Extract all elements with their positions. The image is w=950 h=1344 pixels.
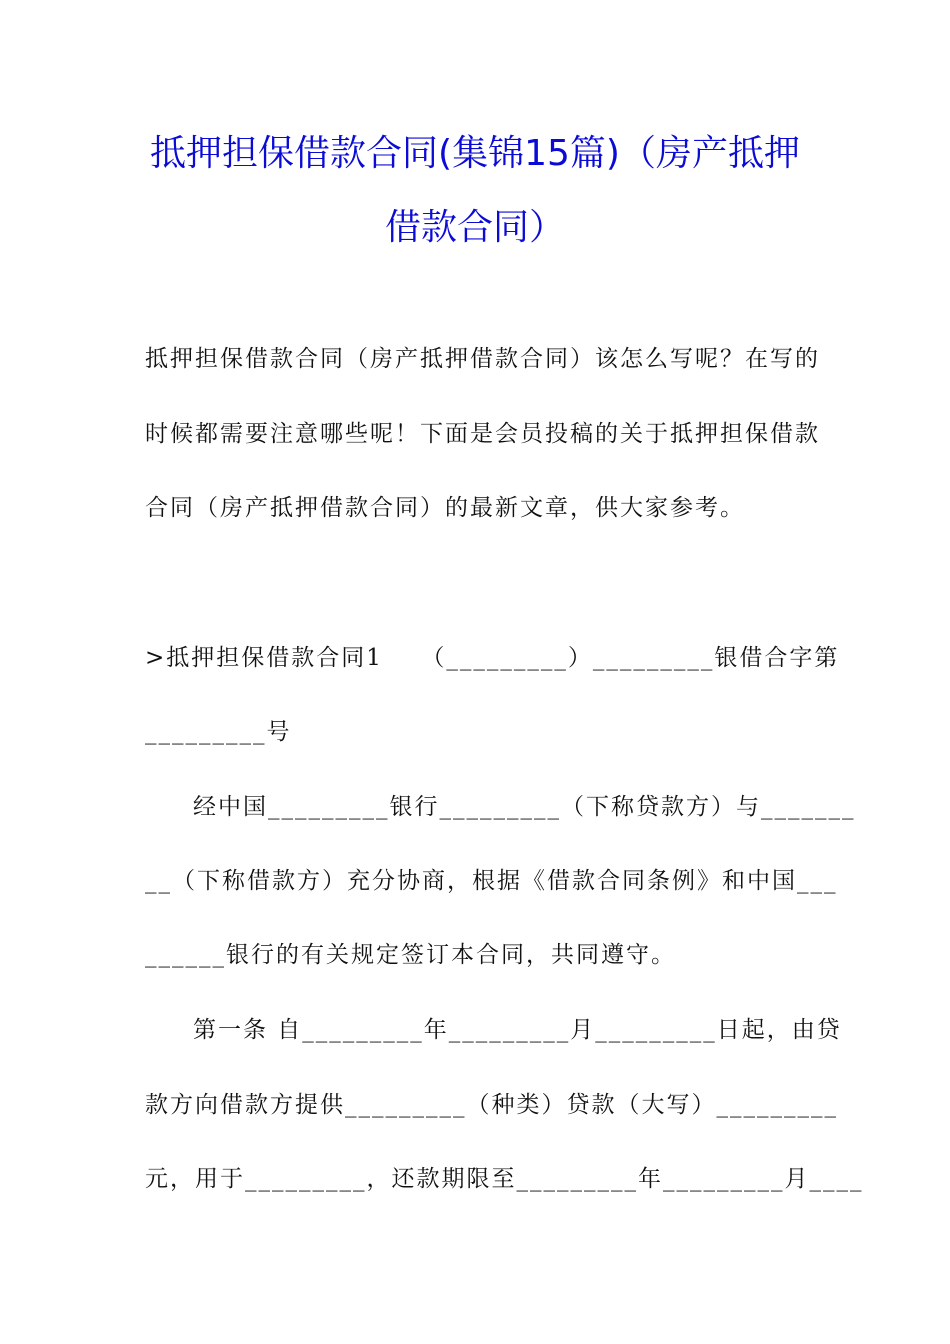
intro-line-3: 合同（房产抵押借款合同）的最新文章，供大家参考。: [145, 495, 745, 521]
paragraph-2-line-3: 元，用于_________，还款期限至_________年_________月____: [145, 1166, 864, 1192]
paragraph-1-line-1: 经中国_________银行_________（下称贷款方）与_______: [193, 794, 856, 820]
paragraph-1-line-2: __（下称借款方）充分协商，根据《借款合同条例》和中国___: [145, 868, 838, 894]
contract-heading-line-1: >抵押担保借款合同1 （_________）_________银借合字第: [145, 645, 840, 671]
document-title-line-1: 抵押担保借款合同(集锦15篇)（房产抵押: [150, 133, 800, 174]
paragraph-2-line-2: 款方向借款方提供_________（种类）贷款（大写）_________: [145, 1092, 838, 1118]
intro-line-1: 抵押担保借款合同（房产抵押借款合同）该怎么写呢？在写的: [145, 346, 820, 372]
paragraph-2-line-1: 第一条 自_________年_________月_________日起，由贷: [193, 1017, 842, 1043]
intro-line-2: 时候都需要注意哪些呢！下面是会员投稿的关于抵押担保借款: [145, 421, 820, 447]
document-title-line-2: 借款合同）: [384, 207, 565, 248]
paragraph-1-line-3: ______银行的有关规定签订本合同，共同遵守。: [145, 942, 676, 968]
contract-heading-line-2: _________号: [145, 719, 292, 745]
